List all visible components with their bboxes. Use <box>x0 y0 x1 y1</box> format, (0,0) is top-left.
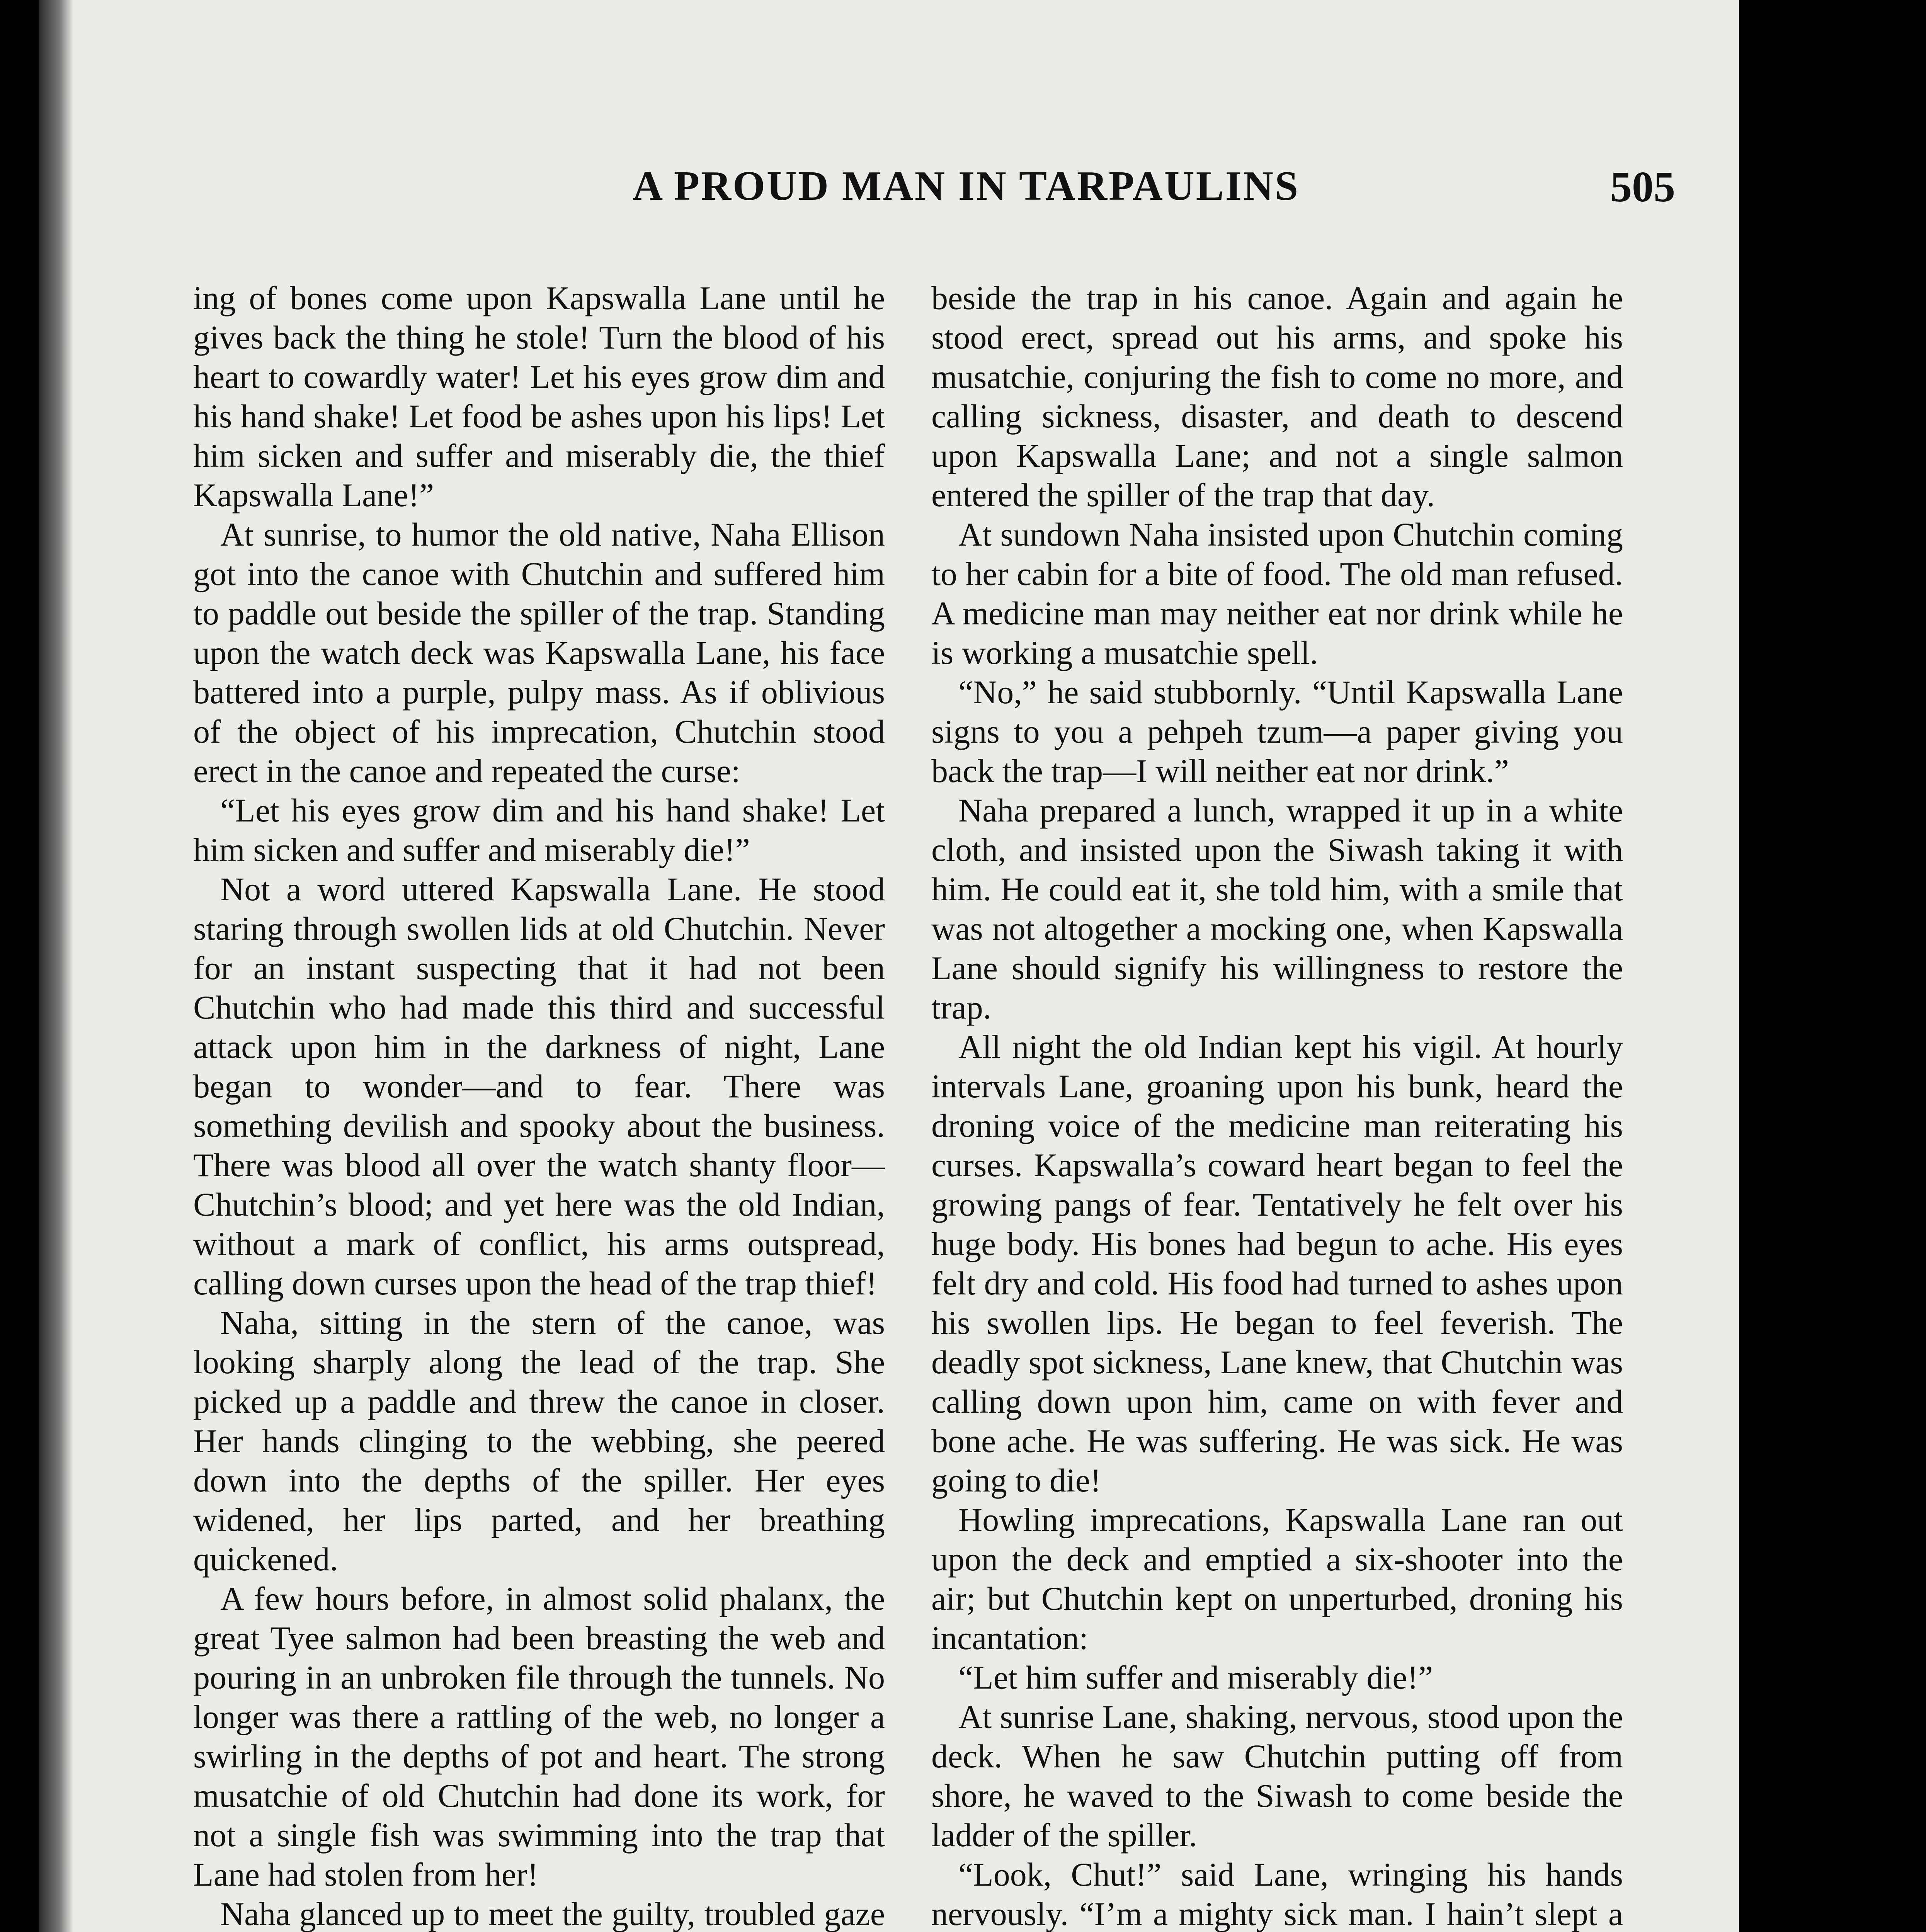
spine-shadow <box>39 0 73 1932</box>
left-column <box>193 278 885 1932</box>
paragraph: Naha glanced up to meet the guilty, troubled gaze <box>220 1895 885 1932</box>
book-page <box>39 0 1739 1932</box>
paragraph: Not a word uttered Kapswalla Lane. He stood staring through swollen lids at old Chutchin. Never for an instant suspecting that it had not been Chutchin who had made this third and successful attack upon him in the darkness of night, Lane began to wonder—and to fear. There was something devilish and spooky about the business. There was blood all over the watch shanty floor—Chutchin’s blood; and yet here was the old Indian, without a mark of conflict, his arms outspread, calling down curses upon the head of the trap thief! <box>193 871 885 1302</box>
paragraph: At sunrise Lane, shaking, nervous, stood upon the deck. When he saw Chutchin putting off from shore, he waved to the Siwash to come beside the ladder of the spiller. <box>931 1698 1623 1854</box>
page-number: 505 <box>1610 163 1675 211</box>
paragraph: “No,” he said stubbornly. “Until Kapswalla Lane signs to you a pehpeh tzum—a paper giving you back the trap—I will neither eat nor drink.” <box>931 673 1623 789</box>
paragraph: Naha prepared a lunch, wrapped it up in a white cloth, and insisted upon the Siwash taking it with him. He could eat it, she told him, with a smile that was not altogether a mocking one, when Kapswalla Lane should signify his willingness to restore the trap. <box>931 792 1623 1026</box>
running-title: A PROUD MAN IN TARPAULINS <box>632 163 1300 209</box>
paragraph: Howling imprecations, Kapswalla Lane ran out upon the deck and emptied a six-shooter into the air; but Chutchin kept on unperturbed, droning his incantation: <box>931 1501 1623 1656</box>
running-head <box>39 162 1739 240</box>
paragraph: “Look, Chut!” said Lane, wringing his hands nervously. “I’m a mighty sick man. I hain’t slept a <box>931 1856 1623 1932</box>
right-column <box>931 278 1623 1932</box>
paragraph: At sunrise, to humor the old native, Naha Ellison got into the canoe with Chutchin and suffered him to paddle out beside the spiller of the trap. Standing upon the watch deck was Kapswalla Lane, his face battered into a purple, pulpy mass. As if oblivious of the object of his imprecation, Chutchin stood erect in the canoe and repeated the curse: <box>193 516 885 789</box>
paragraph: beside the trap in his canoe. Again and again he stood erect, spread out his arms, and spoke his musatchie, conjuring the fish to come no more, and calling sickness, disaster, and death to descend upon Kapswalla Lane; and not a single salmon entered the spiller of the trap that day. <box>931 279 1623 514</box>
paragraph: At sundown Naha insisted upon Chutchin coming to her cabin for a bite of food. The old man refused. A medicine man may neither eat nor drink while he is working a musatchie spell. <box>931 516 1623 671</box>
paragraph: “Let him suffer and miserably die!” <box>958 1659 1433 1696</box>
paragraph: A few hours before, in almost solid phalanx, the great Tyee salmon had been breasting the web and pouring in an unbroken file through the tunnels. No longer was there a rattling of the web, no longer a swirling in the depths of pot and heart. The strong musatchie of old Chutchin had done its work, for not a single fish was swimming into the trap that Lane had stolen from her! <box>193 1580 885 1893</box>
paragraph: Naha, sitting in the stern of the canoe, was looking sharply along the lead of the trap. She picked up a paddle and threw the canoe in closer. Her hands clinging to the webbing, she peered down into the depths of the spiller. Her eyes widened, her lips parted, and her breathing quickened. <box>193 1304 885 1578</box>
paragraph: All night the old Indian kept his vigil. At hourly intervals Lane, groaning upon his bunk, heard the droning voice of the medicine man reiterating his curses. Kapswalla’s coward heart began to feel the growing pangs of fear. Tentatively he felt over his huge body. His bones had begun to ache. His eyes felt dry and cold. His food had turned to ashes upon his swollen lips. He began to feel feverish. The deadly spot sickness, Lane knew, that Chutchin was calling down upon him, came on with fever and bone ache. He was suffering. He was sick. He was going to die! <box>931 1028 1623 1499</box>
paragraph: “Let his eyes grow dim and his hand shake! Let him sicken and suffer and miserably die!” <box>193 792 885 868</box>
paragraph: ing of bones come upon Kapswalla Lane until he gives back the thing he stole! Turn the blood of his heart to cowardly water! Let his eyes grow dim and his hand shake! Let food be ashes upon his lips! Let him sicken and suffer and miserably die, the thief Kapswalla Lane!” <box>193 279 885 514</box>
